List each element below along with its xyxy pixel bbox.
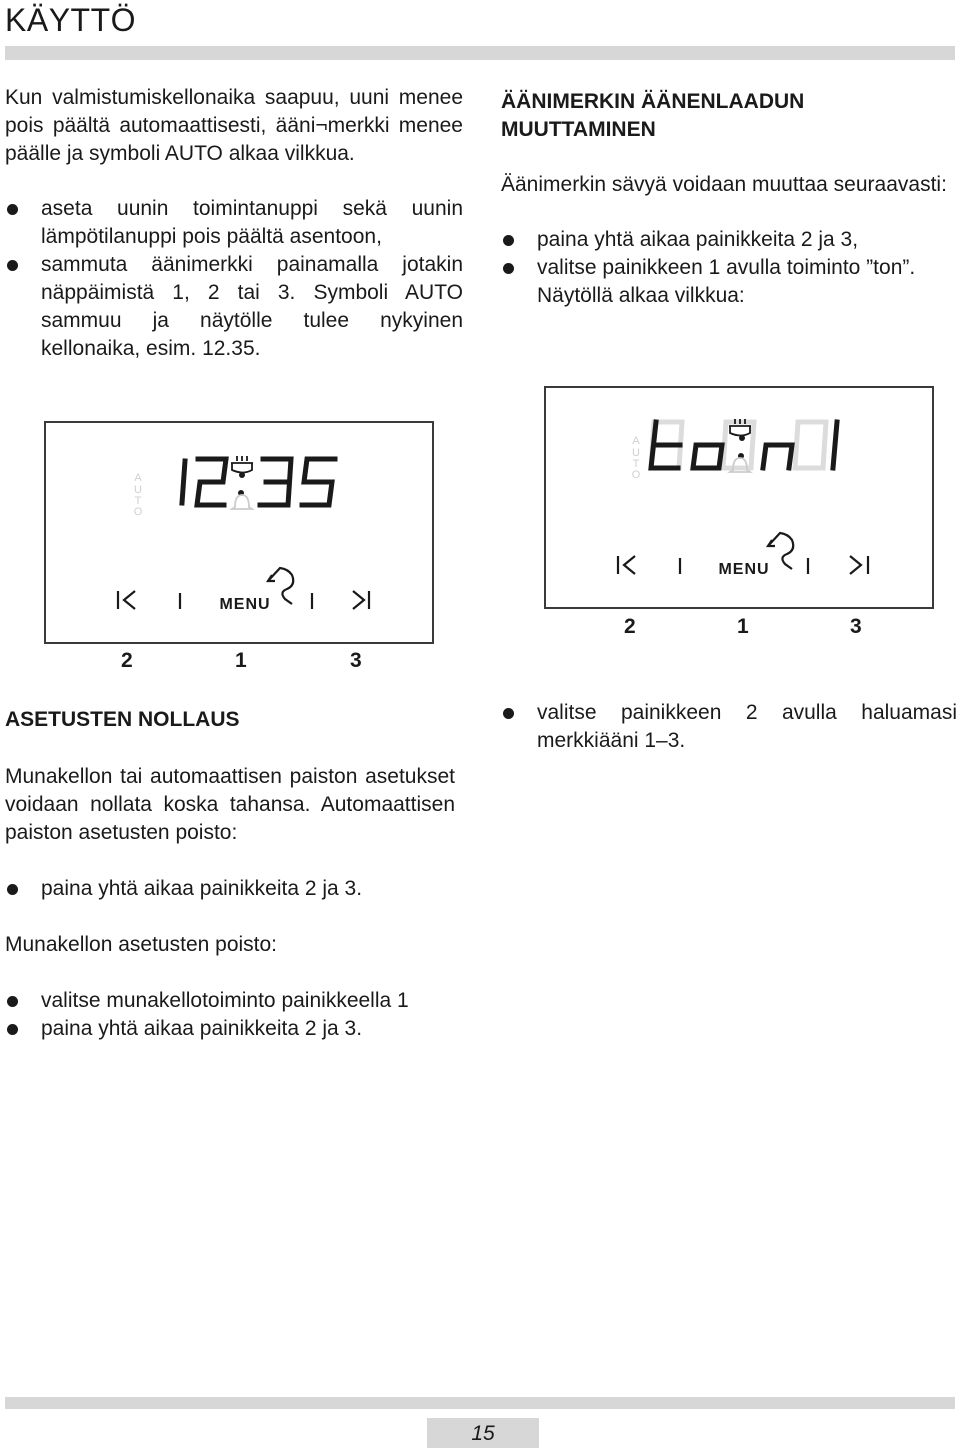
bell-icon [232, 495, 252, 509]
digit-3 [260, 459, 291, 505]
bullet-item: aseta uunin toimintanuppi sekä uunin lämpötilanuppi pois päältä asentoon, [5, 195, 463, 251]
auto-letter-t: T [134, 495, 142, 507]
sound-intro: Äänimerkin sävyä voidaan muuttaa seuraavasti: [501, 173, 947, 196]
digit-2 [197, 459, 226, 505]
menu-label: MENU [219, 596, 271, 613]
left-column-top [5, 84, 463, 363]
auto-letter-u: U [134, 484, 142, 496]
auto-indicator [134, 472, 143, 518]
reset-section [5, 706, 455, 1043]
button-label-3: 3 [350, 649, 362, 672]
sound-wave-icon [268, 568, 293, 604]
digit-5 [302, 459, 335, 505]
auto-letter-u: U [632, 447, 640, 459]
auto-indicator [632, 435, 641, 481]
auto-letter-t: T [632, 458, 640, 470]
char-1 [833, 422, 837, 468]
button-label-1: 1 [737, 615, 749, 638]
colon [738, 435, 745, 459]
sound-wave-icon [768, 533, 793, 569]
digit-1 [182, 461, 185, 503]
seven-segment-time [182, 459, 335, 505]
right-bullet-list-2 [501, 699, 957, 755]
right-column-top [501, 88, 955, 310]
next-chevron-icon [353, 591, 364, 609]
page-number: 15 [427, 1418, 539, 1448]
auto-letter-o: O [133, 506, 143, 518]
auto-letter-a: A [632, 435, 640, 447]
char-n [763, 445, 792, 468]
colon [238, 472, 245, 496]
left-bullet-list [5, 195, 463, 363]
next-chevron-icon [850, 556, 861, 574]
menu-label: MENU [718, 561, 770, 578]
auto-letter-a: A [134, 472, 142, 484]
button-label-3: 3 [850, 615, 862, 638]
prev-chevron-icon [624, 556, 635, 574]
display-drawing [46, 423, 432, 642]
timer-reset-label: Munakellon asetusten poisto: [5, 933, 278, 956]
bullet-item: valitse munakellotoiminto painikkeella 1 [5, 987, 455, 1015]
bullet-item: paina yhtä aikaa painikkeita 2 ja 3. [5, 1015, 455, 1043]
oven-display-panel-ton [544, 386, 934, 609]
display-drawing-ton [546, 388, 932, 607]
section-heading-reset: ASETUSTEN NOLLAUS [5, 708, 240, 731]
bullet-item: paina yhtä aikaa painikkeita 2 ja 3, [501, 226, 955, 254]
bullet-item: valitse painikkeen 2 avulla haluamasi merkkiääni 1–3. [501, 699, 957, 755]
footer-rule [5, 1397, 955, 1409]
intro-paragraph: Kun valmistumiskellonaika saapuu, uuni menee pois päältä automaattisesti, ääni¬merkki menee päälle ja symboli AUTO alkaa vilkkua. [5, 86, 463, 165]
page-title: KÄYTTÖ [5, 2, 137, 38]
button-label-2: 2 [624, 615, 636, 638]
button-label-2: 2 [121, 649, 133, 672]
char-t [651, 422, 680, 468]
bullet-item: paina yhtä aikaa painikkeita 2 ja 3. [5, 875, 455, 903]
right-column-bottom [501, 699, 957, 755]
bullet-item: valitse painikkeen 1 avulla toiminto ”ton”. Näytöllä alkaa vilkkua: [501, 254, 955, 310]
pot-icon [231, 456, 253, 473]
char-o [693, 445, 722, 468]
prev-chevron-icon [124, 591, 135, 609]
header-rule [5, 46, 955, 60]
oven-display-panel [44, 421, 434, 644]
reset-intro: Munakellon tai automaattisen paiston asetukset voidaan nollata koska tahansa. Automaattisen paiston asetusten poisto: [5, 765, 455, 844]
reset-bullet-list-2 [5, 987, 455, 1043]
button-label-1: 1 [235, 649, 247, 672]
auto-letter-o: O [631, 469, 641, 481]
bullet-item: sammuta äänimerkki painamalla jotakin näppäimistä 1, 2 tai 3. Symboli AUTO sammuu ja näytölle tulee nykyinen kellonaika, esim. 12.35. [5, 251, 463, 363]
reset-bullet-list-1 [5, 875, 455, 903]
section-heading-sound: ÄÄNIMERKIN ÄÄNENLAADUN MUUTTAMINEN [501, 90, 805, 141]
right-bullet-list [501, 226, 955, 310]
